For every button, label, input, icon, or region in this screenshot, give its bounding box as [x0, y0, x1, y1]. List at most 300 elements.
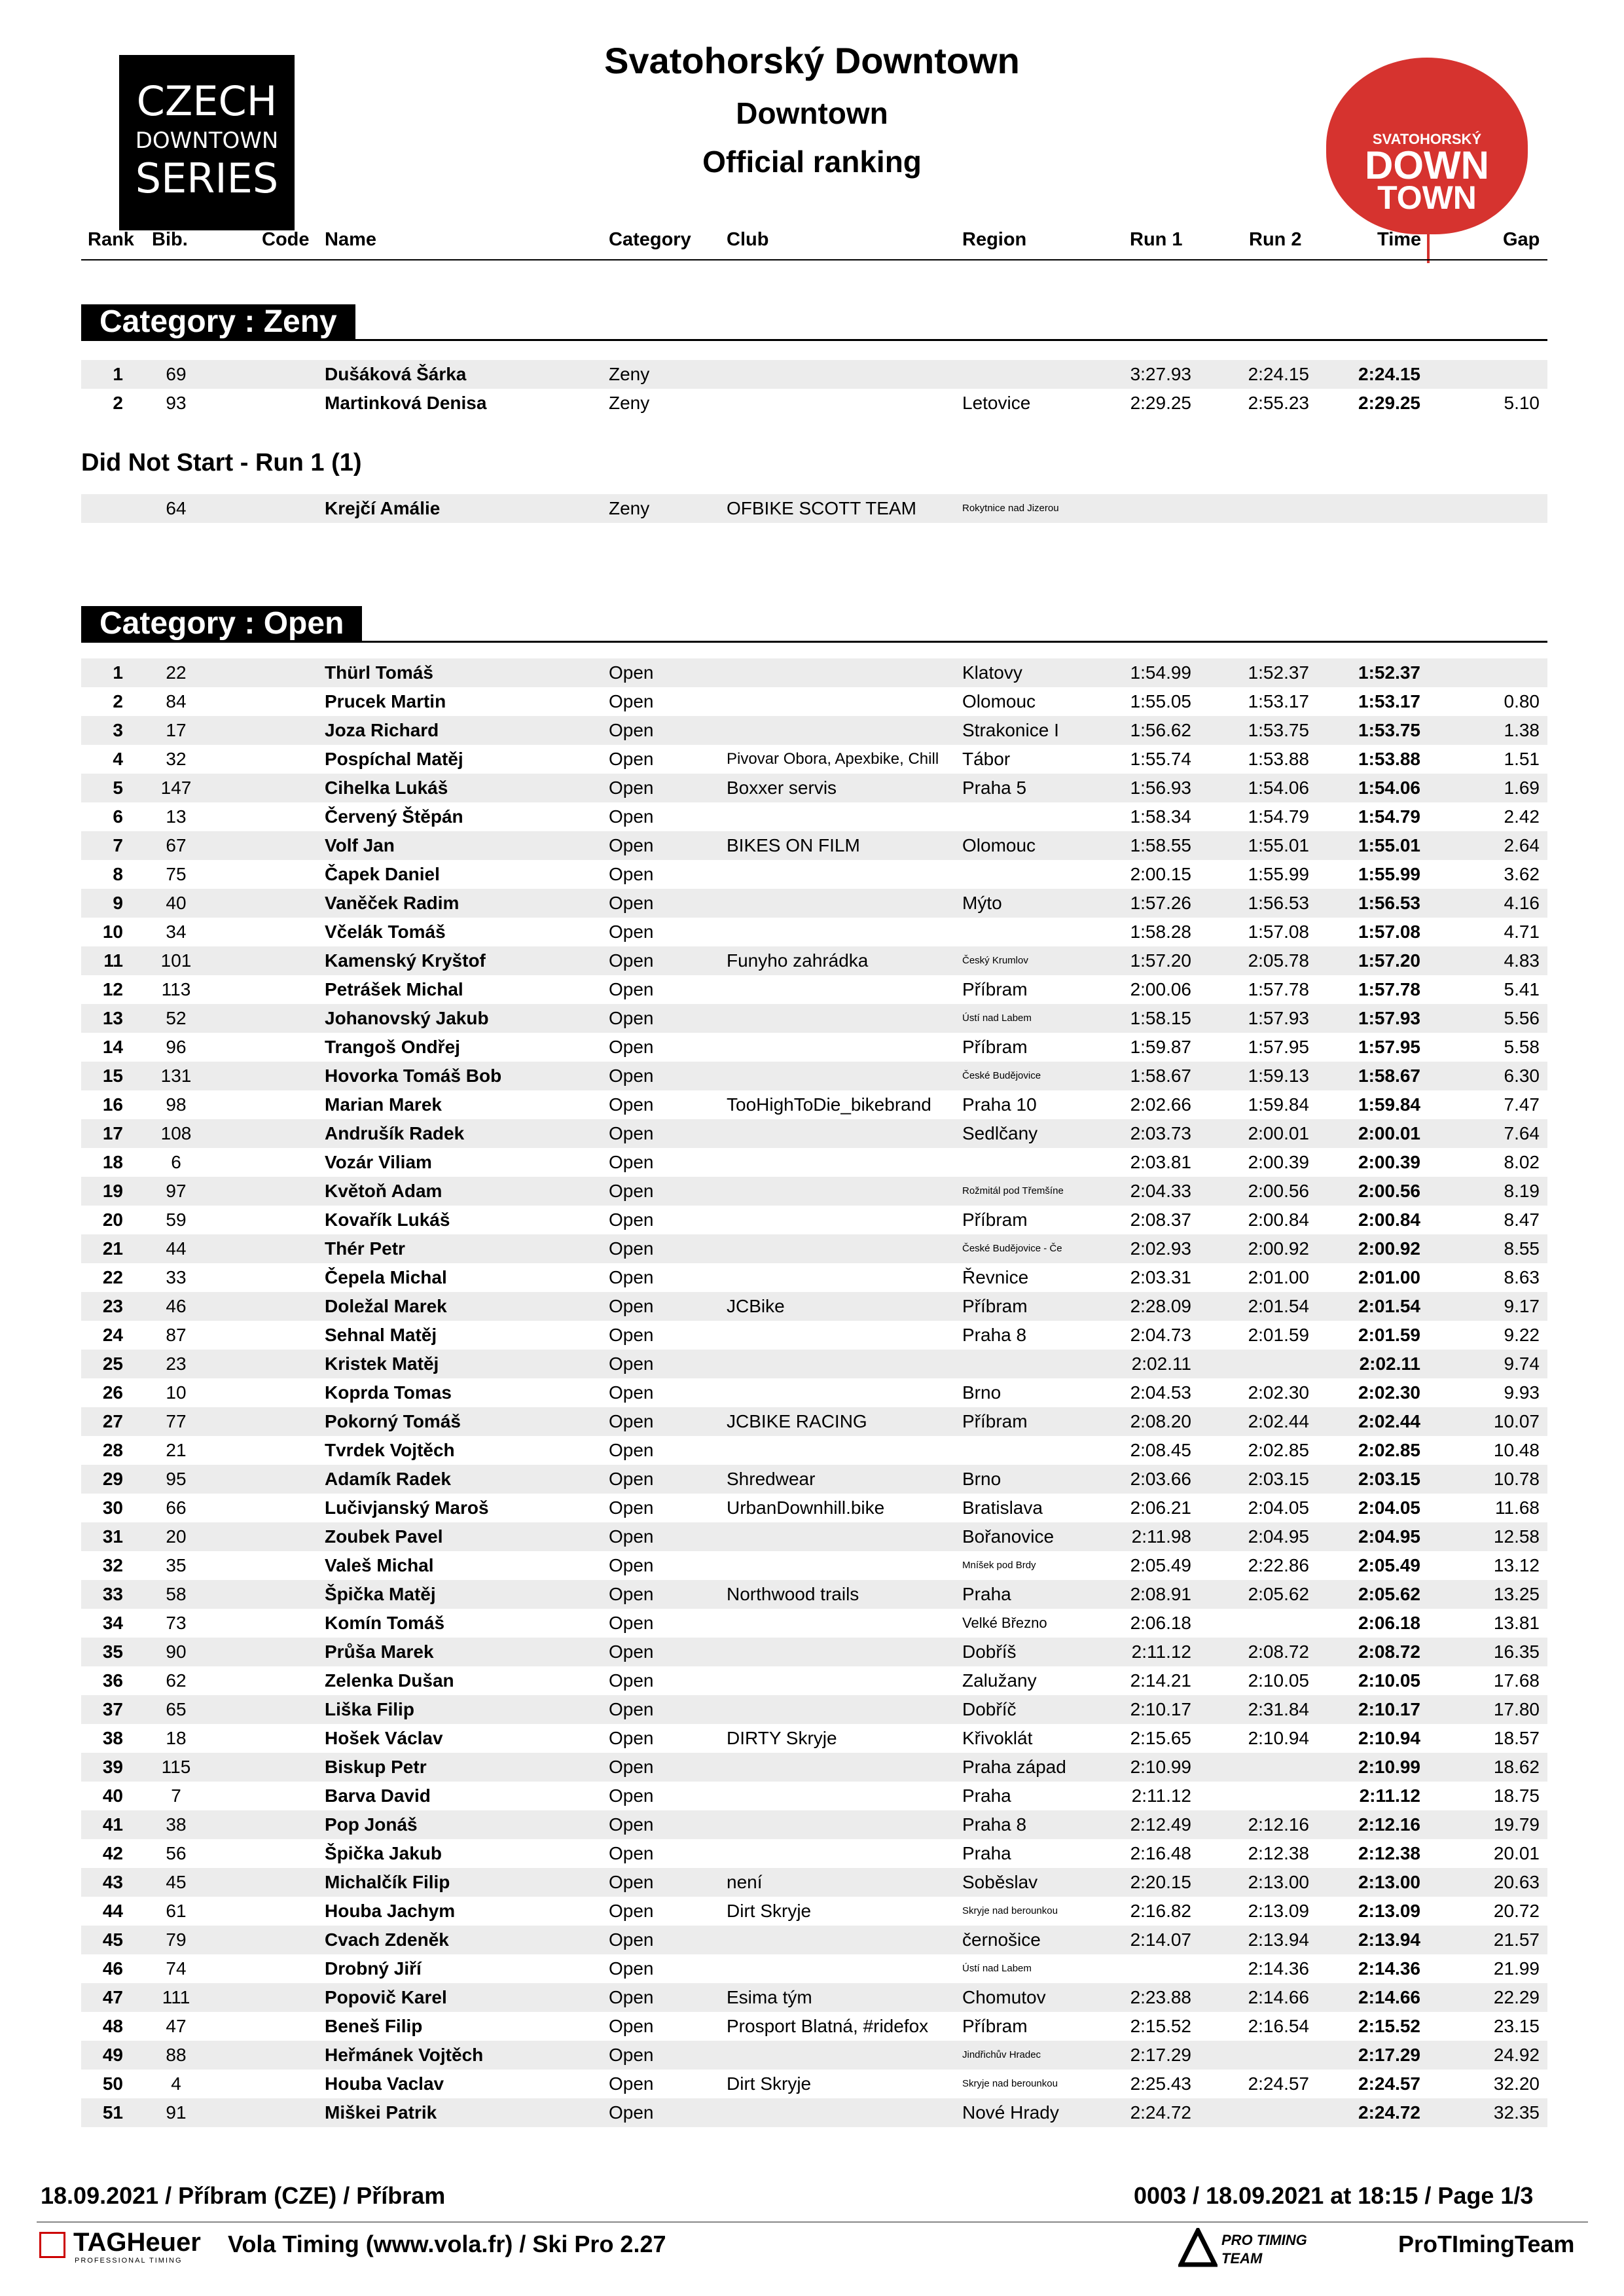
bib-cell: 44 — [166, 1238, 187, 1259]
name-cell: Tvrdek Vojtěch — [325, 1440, 455, 1460]
rank-cell: 2 — [113, 393, 123, 413]
category-cell: Open — [609, 1210, 654, 1230]
name-cell: Vaněček Radim — [325, 893, 460, 913]
name-cell: Průša Marek — [325, 1641, 434, 1662]
time-cell: 1:55.99 — [1358, 864, 1420, 884]
run2-cell: 1:54.79 — [1248, 806, 1309, 827]
footer-date-location: 18.09.2021 / Příbram (CZE) / Příbram — [41, 2182, 446, 2209]
table-row — [81, 716, 1547, 745]
run1-cell: 2:16.82 — [1130, 1901, 1191, 1921]
gap-cell: 8.63 — [1504, 1267, 1540, 1287]
name-cell: Pospíchal Matěj — [325, 749, 463, 769]
region-cell: Příbram — [962, 1037, 1028, 1057]
run2-cell: 2:12.16 — [1248, 1814, 1309, 1835]
category-cell: Open — [609, 1469, 654, 1489]
bib-cell: 88 — [166, 2045, 187, 2065]
rank-cell: 25 — [102, 1354, 123, 1374]
tagheuer-shield-icon — [39, 2232, 65, 2258]
region-cell: Nové Hrady — [962, 2102, 1059, 2123]
club-cell: Pivovar Obora, Apexbike, Chill — [727, 750, 939, 768]
run2-cell: 2:00.92 — [1248, 1238, 1309, 1259]
name-cell: Houba Jachym — [325, 1901, 456, 1921]
region-cell: Brno — [962, 1382, 1001, 1403]
region-cell: Tábor — [962, 749, 1011, 769]
gap-cell: 9.17 — [1504, 1296, 1540, 1316]
run1-cell: 2:02.11 — [1131, 1354, 1191, 1374]
run1-cell: 2:10.17 — [1130, 1699, 1191, 1719]
bib-cell: 84 — [166, 691, 187, 711]
time-cell: 2:02.11 — [1359, 1354, 1420, 1374]
run1-cell: 2:11.98 — [1131, 1526, 1191, 1547]
rank-cell: 35 — [102, 1641, 123, 1662]
club-cell: není — [727, 1872, 763, 1892]
rank-cell: 6 — [113, 806, 123, 827]
run2-cell: 2:04.95 — [1248, 1526, 1309, 1547]
table-row — [81, 1378, 1547, 1407]
rank-cell: 12 — [102, 979, 123, 999]
logo-line-1: CZECH — [136, 77, 278, 125]
region-cell: Praha — [962, 1584, 1011, 1604]
run1-cell: 2:06.21 — [1130, 1498, 1191, 1518]
run1-cell: 2:12.49 — [1130, 1814, 1191, 1835]
rank-cell: 1 — [113, 662, 123, 683]
table-row — [81, 774, 1547, 802]
category-heading-zeny: Category : Zeny — [81, 304, 355, 340]
logo-right-line-1: SVATOHORSKÝ — [1372, 131, 1482, 147]
run1-cell: 1:56.93 — [1130, 778, 1191, 798]
time-cell: 2:00.56 — [1358, 1181, 1420, 1201]
club-cell: Dirt Skryje — [727, 1901, 812, 1921]
table-row — [81, 1609, 1547, 1638]
gap-cell: 18.62 — [1493, 1757, 1540, 1777]
bib-cell: 33 — [166, 1267, 187, 1287]
time-cell: 2:13.94 — [1358, 1929, 1420, 1950]
gap-cell: 16.35 — [1493, 1641, 1540, 1662]
run2-cell: 1:53.75 — [1248, 720, 1309, 740]
category-cell: Open — [609, 1181, 654, 1201]
rank-cell: 31 — [102, 1526, 123, 1547]
name-cell: Petrášek Michal — [325, 979, 463, 999]
tagheuer-sub: PROFESSIONAL TIMING — [75, 2257, 183, 2265]
rank-cell: 3 — [113, 720, 123, 740]
time-cell: 2:10.99 — [1358, 1757, 1420, 1777]
region-cell: Příbram — [962, 979, 1028, 999]
rank-cell: 39 — [102, 1757, 123, 1777]
rank-cell: 8 — [113, 864, 123, 884]
time-cell: 2:12.38 — [1358, 1843, 1420, 1863]
category-cell: Open — [609, 1555, 654, 1575]
club-cell: JCBike — [727, 1296, 785, 1316]
table-row — [81, 1638, 1547, 1666]
rank-cell: 16 — [102, 1094, 123, 1115]
run2-cell: 2:55.23 — [1248, 393, 1309, 413]
name-cell: Cihelka Lukáš — [325, 778, 448, 798]
name-cell: Lučivjanský Maroš — [325, 1498, 489, 1518]
region-cell: Mníšek pod Brdy — [962, 1560, 1036, 1571]
gap-cell: 19.79 — [1493, 1814, 1540, 1835]
time-cell: 2:02.30 — [1358, 1382, 1420, 1403]
region-cell: Český Krumlov — [962, 955, 1028, 966]
name-cell: Michalčík Filip — [325, 1872, 450, 1892]
region-cell: Strakonice I — [962, 720, 1059, 740]
run1-cell: 1:57.20 — [1130, 950, 1191, 971]
time-cell: 1:56.53 — [1358, 893, 1420, 913]
bib-cell: 108 — [160, 1123, 192, 1143]
dns-heading: Did Not Start - Run 1 (1) — [81, 449, 362, 476]
bib-cell: 91 — [166, 2102, 187, 2123]
gap-cell: 11.68 — [1495, 1498, 1540, 1518]
table-row — [81, 1724, 1547, 1753]
bib-cell: 20 — [166, 1526, 187, 1547]
gap-cell: 2.42 — [1504, 806, 1540, 827]
region-cell: Rožmitál pod Třemšíne — [962, 1185, 1064, 1196]
run2-cell: 2:00.84 — [1248, 1210, 1309, 1230]
run2-cell: 1:57.95 — [1248, 1037, 1309, 1057]
name-cell: Beneš Filip — [325, 2016, 423, 2036]
run1-cell: 3:27.93 — [1130, 364, 1191, 384]
gap-cell: 23.15 — [1493, 2016, 1540, 2036]
region-cell: Zalužany — [962, 1670, 1037, 1691]
time-cell: 2:00.84 — [1358, 1210, 1420, 1230]
bib-cell: 7 — [171, 1785, 181, 1806]
run2-cell: 1:59.84 — [1248, 1094, 1309, 1115]
name-cell: Volf Jan — [325, 835, 395, 855]
rank-cell: 13 — [102, 1008, 123, 1028]
club-cell: OFBIKE SCOTT TEAM — [727, 498, 916, 518]
run2-cell: 2:14.36 — [1248, 1958, 1309, 1979]
col-code: Code — [262, 229, 310, 250]
run1-cell: 1:59.87 — [1130, 1037, 1191, 1057]
run2-cell: 2:02.30 — [1248, 1382, 1309, 1403]
bib-cell: 59 — [166, 1210, 187, 1230]
run2-cell: 1:59.13 — [1248, 1066, 1309, 1086]
rank-cell: 4 — [113, 749, 123, 769]
gap-cell: 5.41 — [1504, 979, 1540, 999]
gap-cell: 5.10 — [1504, 393, 1540, 413]
rank-cell: 51 — [102, 2102, 123, 2123]
time-cell: 2:13.09 — [1358, 1901, 1420, 1921]
category-cell: Open — [609, 1066, 654, 1086]
category-cell: Open — [609, 1440, 654, 1460]
time-cell: 2:12.16 — [1358, 1814, 1420, 1835]
category-cell: Open — [609, 1814, 654, 1835]
run1-cell: 2:00.06 — [1130, 979, 1191, 999]
category-cell: Open — [609, 1699, 654, 1719]
region-cell: Praha 8 — [962, 1814, 1027, 1835]
time-cell: 2:04.05 — [1358, 1498, 1420, 1518]
rank-cell: 22 — [102, 1267, 123, 1287]
run2-cell: 2:01.59 — [1248, 1325, 1309, 1345]
name-cell: Červený Štěpán — [325, 806, 463, 827]
region-cell: Rokytnice nad Jizerou — [962, 503, 1059, 514]
category-cell: Open — [609, 864, 654, 884]
category-cell: Open — [609, 1411, 654, 1431]
logo-line-2: DOWNTOWN — [135, 128, 279, 154]
time-cell: 1:57.78 — [1358, 979, 1420, 999]
bib-cell: 115 — [161, 1757, 191, 1777]
bib-cell: 56 — [166, 1843, 187, 1863]
category-cell: Open — [609, 1123, 654, 1143]
rank-cell: 24 — [102, 1325, 123, 1345]
rank-cell: 20 — [102, 1210, 123, 1230]
gap-cell: 10.07 — [1493, 1411, 1540, 1431]
name-cell: Marian Marek — [325, 1094, 442, 1115]
gap-cell: 18.75 — [1493, 1785, 1540, 1806]
run1-cell: 1:56.62 — [1130, 720, 1191, 740]
col-time: Time — [1377, 229, 1422, 250]
club-cell: BIKES ON FILM — [727, 835, 860, 855]
bib-cell: 65 — [166, 1699, 187, 1719]
rank-cell: 34 — [102, 1613, 123, 1633]
rank-cell: 11 — [103, 950, 123, 971]
name-cell: Popovič Karel — [325, 1987, 447, 2007]
run1-cell: 2:08.20 — [1130, 1411, 1191, 1431]
club-cell: Boxxer servis — [727, 778, 837, 798]
region-cell: Dobříč — [962, 1699, 1017, 1719]
run1-cell: 1:55.05 — [1130, 691, 1191, 711]
club-cell: Northwood trails — [727, 1584, 859, 1604]
footer-rule — [37, 2221, 1588, 2223]
name-cell: Zelenka Dušan — [325, 1670, 454, 1691]
name-cell: Pokorný Tomáš — [325, 1411, 461, 1431]
table-row — [81, 1033, 1547, 1062]
run2-cell: 2:05.78 — [1248, 950, 1309, 971]
time-cell: 2:02.44 — [1358, 1411, 1420, 1431]
bib-cell: 17 — [166, 720, 187, 740]
name-cell: Houba Vaclav — [325, 2073, 444, 2094]
category-cell: Open — [609, 1267, 654, 1287]
name-cell: Thér Petr — [325, 1238, 405, 1259]
run1-cell: 2:14.21 — [1130, 1670, 1191, 1691]
rank-cell: 29 — [102, 1469, 123, 1489]
run1-cell: 2:02.93 — [1130, 1238, 1191, 1259]
time-cell: 2:14.36 — [1358, 1958, 1420, 1979]
gap-cell: 18.57 — [1493, 1728, 1540, 1748]
bib-cell: 61 — [166, 1901, 187, 1921]
gap-cell: 4.71 — [1504, 922, 1540, 942]
rank-cell: 48 — [102, 2016, 123, 2036]
gap-cell: 20.01 — [1493, 1843, 1540, 1863]
name-cell: Martinková Denisa — [325, 393, 487, 413]
gap-cell: 10.78 — [1493, 1469, 1540, 1489]
gap-cell: 8.55 — [1504, 1238, 1540, 1259]
time-cell: 2:06.18 — [1358, 1613, 1420, 1633]
region-cell: Praha 10 — [962, 1094, 1037, 1115]
table-row — [81, 2012, 1547, 2041]
run1-cell: 1:58.55 — [1130, 835, 1191, 855]
run2-cell: 2:00.01 — [1248, 1123, 1309, 1143]
table-row — [81, 745, 1547, 774]
bib-cell: 77 — [166, 1411, 187, 1431]
rank-cell: 33 — [102, 1584, 123, 1604]
region-cell: Olomouc — [962, 691, 1036, 711]
category-cell: Open — [609, 1987, 654, 2007]
gap-cell: 13.81 — [1493, 1613, 1540, 1633]
rank-cell: 9 — [113, 893, 123, 913]
table-row — [81, 1062, 1547, 1090]
name-cell: Hošek Václav — [325, 1728, 443, 1748]
col-region: Region — [962, 229, 1027, 250]
region-cell: České Budějovice — [962, 1070, 1041, 1081]
run2-cell: 2:31.84 — [1248, 1699, 1309, 1719]
run2-cell: 2:10.05 — [1248, 1670, 1309, 1691]
run1-cell: 2:24.72 — [1130, 2102, 1191, 2123]
name-cell: Joza Richard — [325, 720, 439, 740]
gap-cell: 9.22 — [1504, 1325, 1540, 1345]
gap-cell: 17.68 — [1493, 1670, 1540, 1691]
bib-cell: 23 — [166, 1354, 187, 1374]
category-cell: Open — [609, 1094, 654, 1115]
club-cell: JCBIKE RACING — [727, 1411, 867, 1431]
logo-right-line-3: TOWN — [1377, 179, 1477, 216]
col-run2: Run 2 — [1249, 229, 1302, 250]
region-cell: Praha 8 — [962, 1325, 1027, 1345]
time-cell: 2:24.15 — [1358, 364, 1420, 384]
table-row — [81, 1839, 1547, 1868]
rank-cell: 41 — [102, 1814, 123, 1835]
gap-cell: 0.80 — [1504, 691, 1540, 711]
time-cell: 2:13.00 — [1358, 1872, 1420, 1892]
time-cell: 2:24.72 — [1358, 2102, 1420, 2123]
run2-cell: 1:55.99 — [1248, 864, 1309, 884]
rank-cell: 42 — [102, 1843, 123, 1863]
name-cell: Adamík Radek — [325, 1469, 451, 1489]
col-rank: Rank — [88, 229, 134, 250]
club-cell: Funyho zahrádka — [727, 950, 869, 971]
run1-cell: 2:11.12 — [1131, 1641, 1191, 1662]
run2-cell: 1:57.93 — [1248, 1008, 1309, 1028]
gap-cell: 8.47 — [1504, 1210, 1540, 1230]
category-cell: Open — [609, 1785, 654, 1806]
region-cell: Sedlčany — [962, 1123, 1038, 1143]
bib-cell: 69 — [166, 364, 187, 384]
rank-cell: 28 — [102, 1440, 123, 1460]
name-cell: Prucek Martin — [325, 691, 446, 711]
bib-cell: 10 — [166, 1382, 187, 1403]
name-cell: Heřmánek Vojtěch — [325, 2045, 484, 2065]
col-name: Name — [325, 229, 376, 250]
col-run1: Run 1 — [1130, 229, 1183, 250]
run2-cell: 2:00.39 — [1248, 1152, 1309, 1172]
gap-cell: 24.92 — [1493, 2045, 1540, 2065]
name-cell: Johanovský Jakub — [325, 1008, 489, 1028]
time-cell: 1:59.84 — [1358, 1094, 1420, 1115]
time-cell: 1:57.95 — [1358, 1037, 1420, 1057]
col-club: Club — [727, 229, 769, 250]
region-cell: Praha 5 — [962, 778, 1027, 798]
time-cell: 2:24.57 — [1358, 2073, 1420, 2094]
time-cell: 1:53.75 — [1358, 720, 1420, 740]
time-cell: 2:01.00 — [1358, 1267, 1420, 1287]
table-row — [81, 1666, 1547, 1695]
run1-cell: 2:25.43 — [1130, 2073, 1191, 2094]
gap-cell: 6.30 — [1504, 1066, 1540, 1086]
name-cell: Špička Jakub — [325, 1843, 442, 1863]
run1-cell: 2:02.66 — [1130, 1094, 1191, 1115]
table-row — [81, 1436, 1547, 1465]
category-cell: Open — [609, 1641, 654, 1662]
table-row — [81, 831, 1547, 860]
table-row — [81, 1810, 1547, 1839]
category-cell: Open — [609, 806, 654, 827]
bib-cell: 73 — [166, 1613, 187, 1633]
time-cell: 1:54.06 — [1358, 778, 1420, 798]
category-cell: Open — [609, 2073, 654, 2094]
category-rule-zeny — [81, 339, 1547, 341]
bib-cell: 4 — [171, 2073, 181, 2094]
category-cell: Open — [609, 1382, 654, 1403]
time-cell: 1:58.67 — [1358, 1066, 1420, 1086]
gap-cell: 1.69 — [1504, 778, 1540, 798]
bib-cell: 96 — [166, 1037, 187, 1057]
table-row — [81, 1350, 1547, 1378]
time-cell: 2:01.54 — [1358, 1296, 1420, 1316]
category-cell: Open — [609, 1929, 654, 1950]
bib-cell: 111 — [162, 1987, 190, 2007]
table-row — [81, 1868, 1547, 1897]
gap-cell: 1.38 — [1504, 720, 1540, 740]
table-row — [81, 494, 1547, 523]
run1-cell: 2:05.49 — [1130, 1555, 1191, 1575]
category-cell: Open — [609, 1152, 654, 1172]
table-row — [81, 360, 1547, 389]
table-row — [81, 1119, 1547, 1148]
gap-cell: 12.58 — [1493, 1526, 1540, 1547]
region-cell: Velké Březno — [962, 1615, 1047, 1631]
run1-cell: 2:08.45 — [1130, 1440, 1191, 1460]
bib-cell: 22 — [166, 662, 187, 683]
category-cell: Open — [609, 1901, 654, 1921]
table-row — [81, 1695, 1547, 1724]
bib-cell: 32 — [166, 749, 187, 769]
table-row — [81, 2041, 1547, 2070]
time-cell: 1:53.17 — [1358, 691, 1420, 711]
name-cell: Zoubek Pavel — [325, 1526, 443, 1547]
name-cell: Valeš Michal — [325, 1555, 434, 1575]
table-row — [81, 1551, 1547, 1580]
run1-cell: 2:04.53 — [1130, 1382, 1191, 1403]
bib-cell: 66 — [166, 1498, 187, 1518]
category-cell: Open — [609, 1584, 654, 1604]
run2-cell: 2:03.15 — [1248, 1469, 1309, 1489]
table-row — [81, 2070, 1547, 2098]
name-cell: Kristek Matěj — [325, 1354, 439, 1374]
gap-cell: 21.99 — [1493, 1958, 1540, 1979]
table-row — [81, 802, 1547, 831]
run2-cell: 1:56.53 — [1248, 893, 1309, 913]
category-cell: Open — [609, 1354, 654, 1374]
gap-cell: 4.16 — [1504, 893, 1540, 913]
name-cell: Barva David — [325, 1785, 431, 1806]
region-cell: Letovice — [962, 393, 1031, 413]
category-cell: Open — [609, 1498, 654, 1518]
header-rule — [81, 259, 1547, 260]
time-cell: 2:08.72 — [1358, 1641, 1420, 1662]
run1-cell: 2:03.73 — [1130, 1123, 1191, 1143]
club-cell: Prosport Blatná, #ridefox — [727, 2016, 929, 2036]
run1-cell: 2:17.29 — [1130, 2045, 1191, 2065]
ranking-type: Official ranking — [702, 145, 922, 179]
rank-cell: 50 — [102, 2073, 123, 2094]
category-cell: Open — [609, 1843, 654, 1863]
time-cell: 2:00.01 — [1358, 1123, 1420, 1143]
run1-cell: 2:15.52 — [1130, 2016, 1191, 2036]
logo-line-3: SERIES — [135, 154, 279, 202]
gap-cell: 5.58 — [1504, 1037, 1540, 1057]
bib-cell: 46 — [166, 1296, 187, 1316]
name-cell: Doležal Marek — [325, 1296, 447, 1316]
rank-cell: 45 — [102, 1929, 123, 1950]
